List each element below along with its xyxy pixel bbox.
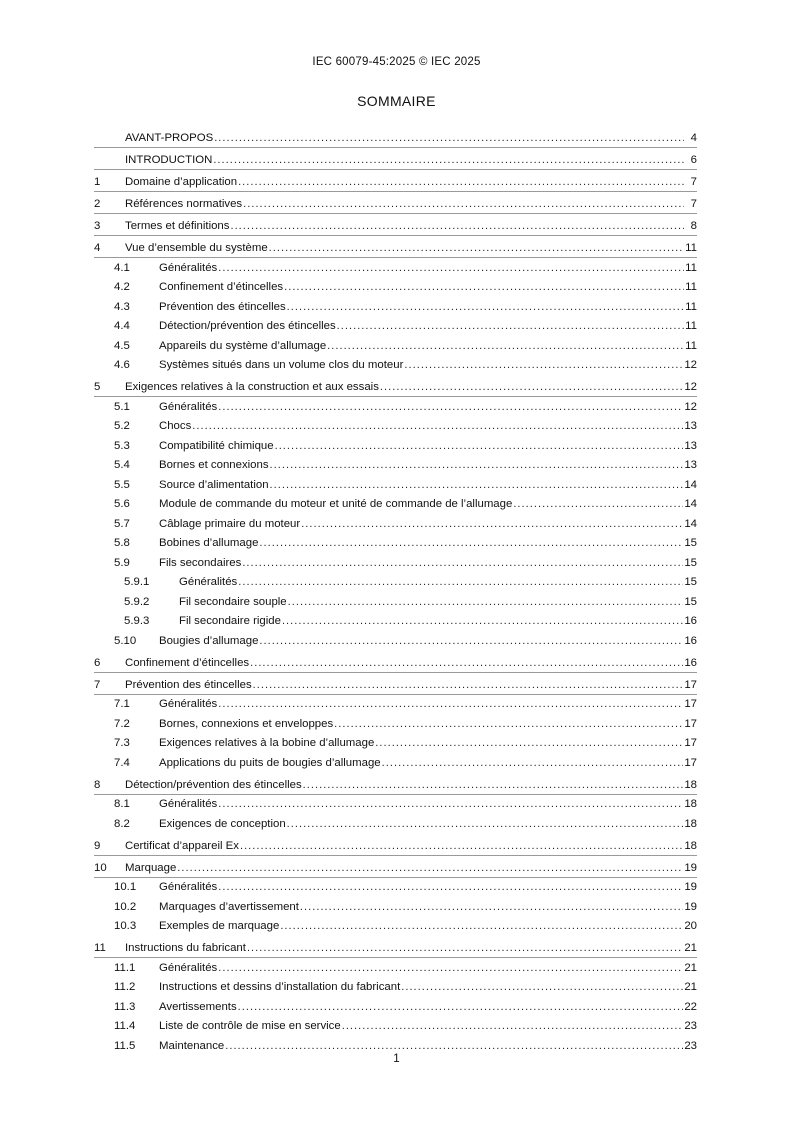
toc-entry-number: 10.1 <box>114 881 137 893</box>
dot-leader <box>259 536 683 550</box>
toc-entry-page: 20 <box>684 920 697 932</box>
toc-entry-number: 9 <box>94 839 101 852</box>
dot-leader <box>218 697 683 711</box>
toc-entry-label: Fil secondaire souple <box>179 595 287 608</box>
toc-entry[interactable] <box>94 994 697 1014</box>
toc-entry[interactable] <box>94 353 697 373</box>
dot-leader <box>177 861 683 875</box>
toc-entry-number: 4.2 <box>114 281 130 293</box>
dot-leader <box>218 261 684 275</box>
toc-entry-label: Systèmes situés dans un volume clos du moteur <box>159 359 404 371</box>
toc-entry-label: Généralités <box>159 261 218 274</box>
toc-entry[interactable] <box>94 550 697 570</box>
toc-entry[interactable] <box>94 955 697 975</box>
toc-entry-page: 7 <box>690 176 697 188</box>
toc-entry-page: 18 <box>684 778 697 791</box>
toc-entry[interactable] <box>94 453 697 473</box>
toc-entry[interactable] <box>94 853 697 875</box>
dot-leader <box>238 575 683 589</box>
toc-entry-number: 6 <box>94 656 101 669</box>
dot-leader <box>214 131 684 145</box>
dot-leader <box>301 517 683 531</box>
toc-entry-page: 13 <box>684 459 697 471</box>
toc-entry[interactable] <box>94 1014 697 1034</box>
toc-entry[interactable] <box>94 811 697 831</box>
toc-entry-page: 14 <box>684 517 697 530</box>
dot-leader <box>238 175 684 189</box>
toc-entry-number: 4.1 <box>114 261 130 274</box>
toc-entry-label: Certificat d’appareil Ex <box>125 839 239 852</box>
toc-entry-label: Détection/prévention des étincelles <box>159 320 336 332</box>
toc-entry-page: 11 <box>685 242 697 254</box>
toc-entry-page: 19 <box>684 881 697 893</box>
toc-entry-label: Confinement d’étincelles <box>125 656 250 669</box>
dot-leader <box>213 153 684 167</box>
toc-entry-number: 7 <box>94 678 101 691</box>
dot-leader <box>380 380 683 394</box>
toc-entry-number: 5.8 <box>114 537 130 549</box>
toc-entry-page: 17 <box>684 698 697 710</box>
toc-entry-label: Liste de contrôle de mise en service <box>159 1020 341 1032</box>
dot-leader <box>218 961 683 975</box>
toc-entry-page: 17 <box>684 678 697 691</box>
dot-leader <box>225 1039 683 1053</box>
toc-entry[interactable] <box>94 433 697 453</box>
toc-entry-number: 8.2 <box>114 817 130 830</box>
toc-entry-label: Termes et définitions <box>125 220 230 232</box>
toc-entry-page: 16 <box>684 615 697 627</box>
toc-entry-number: 4.6 <box>114 359 130 371</box>
toc-entry[interactable] <box>94 711 697 731</box>
dot-leader <box>287 817 684 831</box>
dot-leader <box>401 980 683 994</box>
toc-entry-number: 8.1 <box>114 798 130 810</box>
toc-entry-label: Chocs <box>159 420 192 432</box>
toc-entry-page: 18 <box>684 839 697 852</box>
toc-entry-page: 7 <box>690 198 697 210</box>
toc-entry-number: 5.4 <box>114 459 130 471</box>
toc-entry[interactable] <box>94 531 697 551</box>
toc-entry-page: 17 <box>684 756 697 769</box>
toc-entry-label: Généralités <box>159 961 218 974</box>
dot-leader <box>192 419 683 433</box>
toc-entry-label: Instructions du fabricant <box>125 942 246 954</box>
toc-entry-page: 18 <box>684 798 697 810</box>
toc-entry-page: 14 <box>684 498 697 510</box>
toc-entry-label: Domaine d’application <box>125 176 238 188</box>
toc-entry[interactable] <box>94 145 697 167</box>
toc-entry-number: 4.5 <box>114 339 130 352</box>
toc-entry-number: 11.3 <box>114 1000 136 1013</box>
toc-entry-label: Bornes et connexions <box>159 459 269 471</box>
toc-entry-label: Confinement d’étincelles <box>159 281 284 293</box>
toc-entry-page: 12 <box>684 400 697 413</box>
toc-entry-label: Fils secondaires <box>159 556 242 569</box>
toc-entry[interactable] <box>94 333 697 353</box>
toc-entry-label: Vue d’ensemble du système <box>125 242 268 254</box>
dot-leader <box>404 358 683 372</box>
toc-entry[interactable] <box>94 372 697 394</box>
toc-entry-label: Généralités <box>159 881 218 893</box>
toc-entry[interactable] <box>94 875 697 895</box>
toc-entry-number: 4 <box>94 242 101 254</box>
toc-entry-label: Prévention des étincelles <box>159 300 286 313</box>
dot-leader <box>375 736 683 750</box>
toc-entry[interactable] <box>94 511 697 531</box>
dot-leader <box>275 439 684 453</box>
dot-leader <box>243 197 684 211</box>
toc-entry[interactable] <box>94 750 697 770</box>
toc-entry-label: Exigences relatives à la construction et aux essais <box>125 381 379 393</box>
toc-entry-number: 5.9.3 <box>124 615 150 627</box>
toc-entry-page: 6 <box>690 154 697 166</box>
toc-entry-page: 19 <box>684 861 697 874</box>
toc-entry-label: Maintenance <box>159 1039 225 1052</box>
toc-entry[interactable] <box>94 414 697 434</box>
toc-entry[interactable] <box>94 731 697 751</box>
document-header: IEC 60079-45:2025 © IEC 2025 <box>312 56 481 68</box>
dot-leader <box>513 497 683 511</box>
toc-entry-number: 5 <box>94 381 101 393</box>
toc-entry-label: Détection/prévention des étincelles <box>125 778 302 791</box>
toc-entry[interactable] <box>94 609 697 629</box>
toc-entry-page: 12 <box>684 359 697 371</box>
toc-entry-number: 2 <box>94 198 101 210</box>
toc-entry-label: Compatibilité chimique <box>159 439 274 452</box>
toc-entry[interactable] <box>94 492 697 512</box>
toc-entry-page: 15 <box>684 595 697 608</box>
toc-entry-page: 19 <box>684 900 697 913</box>
toc-entry[interactable] <box>94 233 697 255</box>
toc-entry-page: 15 <box>684 556 697 569</box>
toc-entry-page: 23 <box>684 1039 697 1052</box>
toc-entry-label: Bougies d’allumage <box>159 634 259 647</box>
toc-entry[interactable] <box>94 189 697 211</box>
dot-leader <box>327 339 684 353</box>
dot-leader <box>242 556 683 570</box>
toc-entry-label: Marquage <box>125 861 177 874</box>
toc-entry-page: 15 <box>684 537 697 549</box>
toc-entry-page: 17 <box>684 737 697 749</box>
toc-entry-number: 11.4 <box>114 1020 136 1032</box>
toc-entry-label: Prévention des étincelles <box>125 678 252 691</box>
toc-entry-page: 23 <box>684 1020 697 1032</box>
toc-entry-number: 7.2 <box>114 717 130 730</box>
toc-entry-page: 15 <box>684 576 697 588</box>
toc-entry-label: Généralités <box>179 576 238 588</box>
page-number: 1 <box>393 1053 400 1065</box>
toc-entry[interactable] <box>94 123 697 145</box>
toc-entry-page: 11 <box>685 281 697 293</box>
toc-entry[interactable] <box>94 255 697 275</box>
toc-entry-number: 5.7 <box>114 517 130 530</box>
toc-entry-label: Références normatives <box>125 198 243 210</box>
toc-entry[interactable] <box>94 589 697 609</box>
toc-entry-label: Source d’alimentation <box>159 478 269 491</box>
toc-entry-label: Exigences de conception <box>159 817 286 830</box>
toc-entry-number: 5.3 <box>114 439 130 452</box>
dot-leader <box>218 400 683 414</box>
toc-entry-page: 11 <box>685 300 697 313</box>
toc-entry-page: 11 <box>685 261 697 274</box>
dot-leader <box>240 839 683 853</box>
dot-leader <box>303 778 684 792</box>
toc-entry-page: 21 <box>684 961 697 974</box>
toc-entry[interactable] <box>94 933 697 955</box>
toc-entry[interactable] <box>94 570 697 590</box>
toc-entry-number: 5.10 <box>114 634 137 647</box>
toc-entry-number: 7.1 <box>114 698 130 710</box>
toc-entry-label: Module de commande du moteur et unité de commande de l’allumage <box>159 498 513 510</box>
toc-entry-number: 7.4 <box>114 756 130 769</box>
toc-entry-number: 11.1 <box>114 961 136 974</box>
toc-entry[interactable] <box>94 770 697 792</box>
toc-entry[interactable] <box>94 670 697 692</box>
toc-entry-number: 11.5 <box>114 1039 136 1052</box>
toc-entry[interactable] <box>94 628 697 648</box>
toc-entry-page: 18 <box>684 817 697 830</box>
toc-entry-page: 12 <box>684 381 697 393</box>
toc-entry[interactable] <box>94 792 697 812</box>
toc-entry[interactable] <box>94 314 697 334</box>
toc-entry[interactable] <box>94 692 697 712</box>
dot-leader <box>337 319 684 333</box>
toc-entry-number: 5.9.2 <box>124 595 150 608</box>
dot-leader <box>280 919 683 933</box>
dot-leader <box>230 219 684 233</box>
toc-entry-label: Avertissements <box>159 1000 237 1013</box>
dot-leader <box>250 656 683 670</box>
toc-entry-label: Exemples de marquage <box>159 920 280 932</box>
page-title: SOMMAIRE <box>357 93 436 109</box>
toc-entry-label: INTRODUCTION <box>125 154 213 166</box>
dot-leader <box>342 1019 684 1033</box>
toc-entry-number: 5.1 <box>114 400 130 413</box>
toc-entry-label: Fil secondaire rigide <box>179 615 281 627</box>
toc-entry[interactable] <box>94 472 697 492</box>
toc-entry[interactable] <box>94 211 697 233</box>
toc-entry-number: 5.2 <box>114 420 130 432</box>
dot-leader <box>284 280 684 294</box>
toc-entry-page: 14 <box>684 478 697 491</box>
toc-entry-label: Généralités <box>159 400 218 413</box>
dot-leader <box>218 880 683 894</box>
toc-entry[interactable] <box>94 275 697 295</box>
toc-entry-number: 5.9 <box>114 556 130 569</box>
toc-entry-label: Instructions et dessins d’installation du fabricant <box>159 981 401 993</box>
dot-leader <box>238 1000 684 1014</box>
toc-entry-label: Exigences relatives à la bobine d’allumage <box>159 737 375 749</box>
dot-leader <box>259 634 683 648</box>
dot-leader <box>269 241 684 255</box>
toc-entry-page: 16 <box>684 656 697 669</box>
toc-entry-page: 21 <box>684 942 697 954</box>
toc-entry[interactable] <box>94 1033 697 1053</box>
toc-entry-number: 10 <box>94 861 107 874</box>
toc-entry-page: 21 <box>684 981 697 993</box>
toc-entry-label: Appareils du système d’allumage <box>159 339 327 352</box>
toc-entry-label: Câblage primaire du moteur <box>159 517 301 530</box>
dot-leader <box>247 941 683 955</box>
dot-leader <box>253 678 684 692</box>
toc-entry-page: 22 <box>684 1000 697 1013</box>
toc-entry[interactable] <box>94 894 697 914</box>
toc-entry-label: Généralités <box>159 698 218 710</box>
toc-entry[interactable] <box>94 394 697 414</box>
toc-entry-label: Généralités <box>159 798 218 810</box>
toc-entry-label: Bobines d’allumage <box>159 537 259 549</box>
toc-entry-page: 8 <box>690 220 697 232</box>
dot-leader <box>218 797 683 811</box>
toc-entry-page: 17 <box>684 717 697 730</box>
toc-entry-page: 16 <box>684 634 697 647</box>
dot-leader <box>282 614 683 628</box>
toc-entry-label: AVANT-PROPOS <box>125 132 214 144</box>
toc-entry-number: 5.9.1 <box>124 576 150 588</box>
toc-entry-number: 4.3 <box>114 300 130 313</box>
toc-entry-number: 8 <box>94 778 101 791</box>
toc-entry-page: 13 <box>684 420 697 432</box>
toc-entry-label: Applications du puits de bougies d’allumage <box>159 756 381 769</box>
toc-entry-number: 4.4 <box>114 320 130 332</box>
toc-entry-number: 11 <box>94 942 106 954</box>
dot-leader <box>270 458 684 472</box>
toc-entry-number: 10.2 <box>114 900 137 913</box>
toc-entry-number: 10.3 <box>114 920 137 932</box>
dot-leader <box>270 478 684 492</box>
toc-entry-number: 11.2 <box>114 981 136 993</box>
toc-entry[interactable] <box>94 167 697 189</box>
toc-entry[interactable] <box>94 831 697 853</box>
toc-entry-label: Bornes, connexions et enveloppes <box>159 717 334 730</box>
toc-entry-page: 13 <box>684 439 697 452</box>
toc-entry-page: 4 <box>690 132 697 144</box>
toc-entry[interactable] <box>94 648 697 670</box>
table-of-contents <box>94 123 697 1053</box>
toc-entry-number: 5.5 <box>114 478 130 491</box>
dot-leader <box>334 717 683 731</box>
toc-entry-number: 5.6 <box>114 498 130 510</box>
dot-leader <box>287 300 684 314</box>
toc-entry-label: Marquages d’avertissement <box>159 900 299 913</box>
toc-entry-number: 1 <box>94 176 101 188</box>
toc-entry-number: 3 <box>94 220 101 232</box>
dot-leader <box>300 900 683 914</box>
toc-entry[interactable] <box>94 294 697 314</box>
toc-entry-number: 7.3 <box>114 737 130 749</box>
toc-entry[interactable] <box>94 914 697 934</box>
toc-entry[interactable] <box>94 975 697 995</box>
dot-leader <box>288 595 684 609</box>
dot-leader <box>382 756 684 770</box>
toc-entry-page: 11 <box>685 320 697 332</box>
toc-entry-page: 11 <box>685 339 697 352</box>
